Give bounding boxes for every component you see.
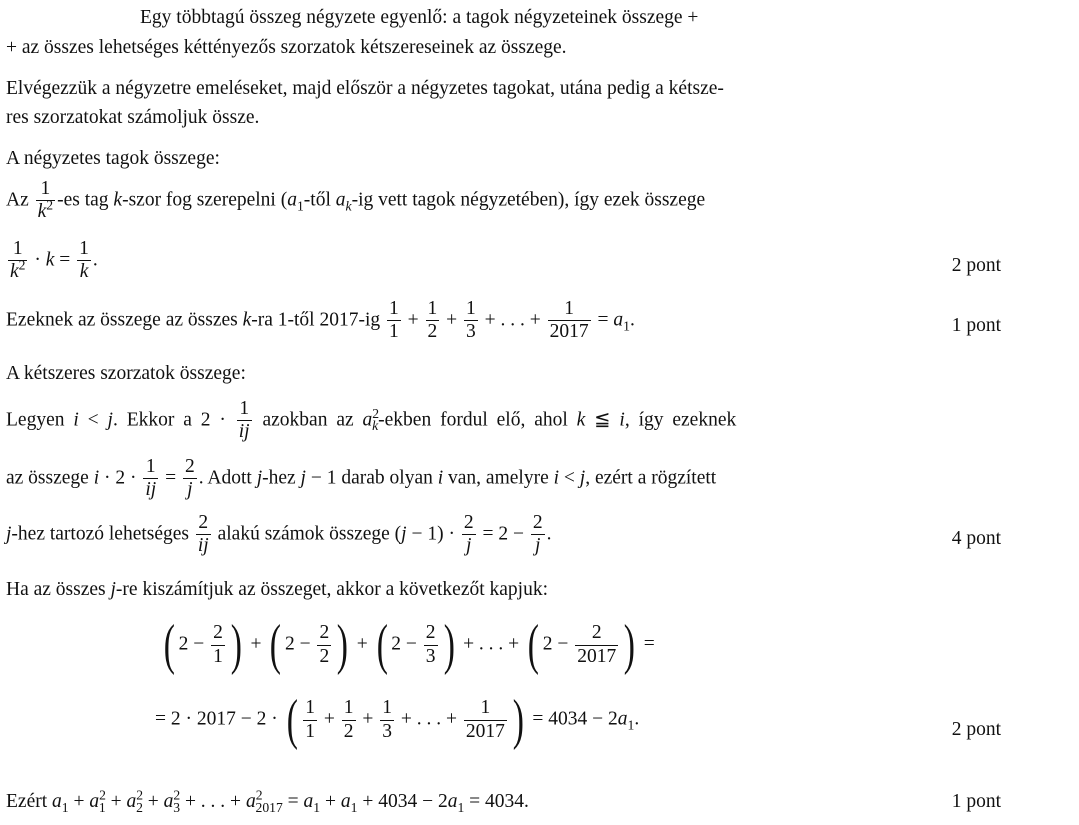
conclusion-line: Ezért $a_1 + a^2_1 + a^2_2 + a^2_3$ + . . . + $a^2_{2017} = a_1 + a_1 + 4034 - 2a_1 = 4034$. [6,787,529,815]
theorem-line-2: + az összes lehetséges kéttényezős szorzatok kétszereseinek az összege. [6,37,567,58]
double-products-heading: A kétszeres szorzatok összege: [6,363,246,384]
double-products-line-1: Legyen i < j. Ekkor a 2 · $\frac{1}{ij}$ azokban az $a^2_k$-ekben fordul elő, ahol k ≦ i, így ezeknek [6,398,737,443]
points-label-2: 1 pont [951,315,1001,336]
harmonic-sum-line: Ezeknek az összege az összes k-ra 1-től 2017-ig $\frac{1}{1}$ + $\frac{1}{2}$ + $\frac{1}{3}$ + . . . + $\frac{1}{2017}$ = $a_1$. [6,298,635,343]
square-terms-line-1: Az $\frac{1}{k^2}$ -es tag k-szor fog szerepelni ($a_1$-től $a_k-ig$ vett tagok négyzetében), így ezek összege [6,178,706,223]
intro-line-2: res szorzatokat számoljuk össze. [6,107,260,128]
fraction-1-over-k2: $\frac{1}{k^2}$ [37,178,54,223]
double-products-line-2: az összege i · 2 · $\frac{1}{ij}$ = $\frac{2}{j}$ . Adott j-hez j − 1 darab olyan i van, amelyre i < j, ezért a rögzített [6,456,717,501]
square-terms-heading: A négyzetes tagok összege: [6,148,220,169]
points-label-1: 2 pont [951,255,1001,276]
points-label-3: 4 pont [951,528,1001,549]
all-j-line: Ha az összes j-re kiszámítjuk az összeget, akkor a következőt kapjuk: [6,579,549,600]
intro-line-1: Elvégezzük a négyzetre emeléseket, majd először a négyzetes tagokat, utána pedig a kétsze- [6,78,724,99]
square-terms-line-2: $\frac{1}{k^2}$ · k = $\frac{1}{k}$ . [10,238,98,283]
display-equation-2: = 2 · 2017 − 2 · ( $\frac{1}{1}$ + $\frac{1}{2}$ + $\frac{1}{3}$ + . . . + $\frac{1}{2017}$ ) = $4034 - 2a_1$. [155,689,640,751]
display-equation-1: ( 2 − $\frac{2}{1}$ ) + ( 2 − $\frac{2}{2}$ ) + ( 2 − $\frac{2}{3}$ ) + . . . + ( 2 − $\frac{2}{2017}$ ) = [163,614,655,676]
points-label-4: 2 pont [951,719,1001,740]
double-products-line-3: j-hez tartozó lehetséges $\frac{2}{ij}$ alakú számok összege (j − 1) · $\frac{2}{j}$ = 2 − $\frac{2}{j}$ . [6,512,552,557]
theorem-line-1: Egy többtagú összeg négyzete egyenlő: a tagok négyzeteinek összege + [140,7,699,28]
points-label-5: 1 pont [951,791,1001,812]
